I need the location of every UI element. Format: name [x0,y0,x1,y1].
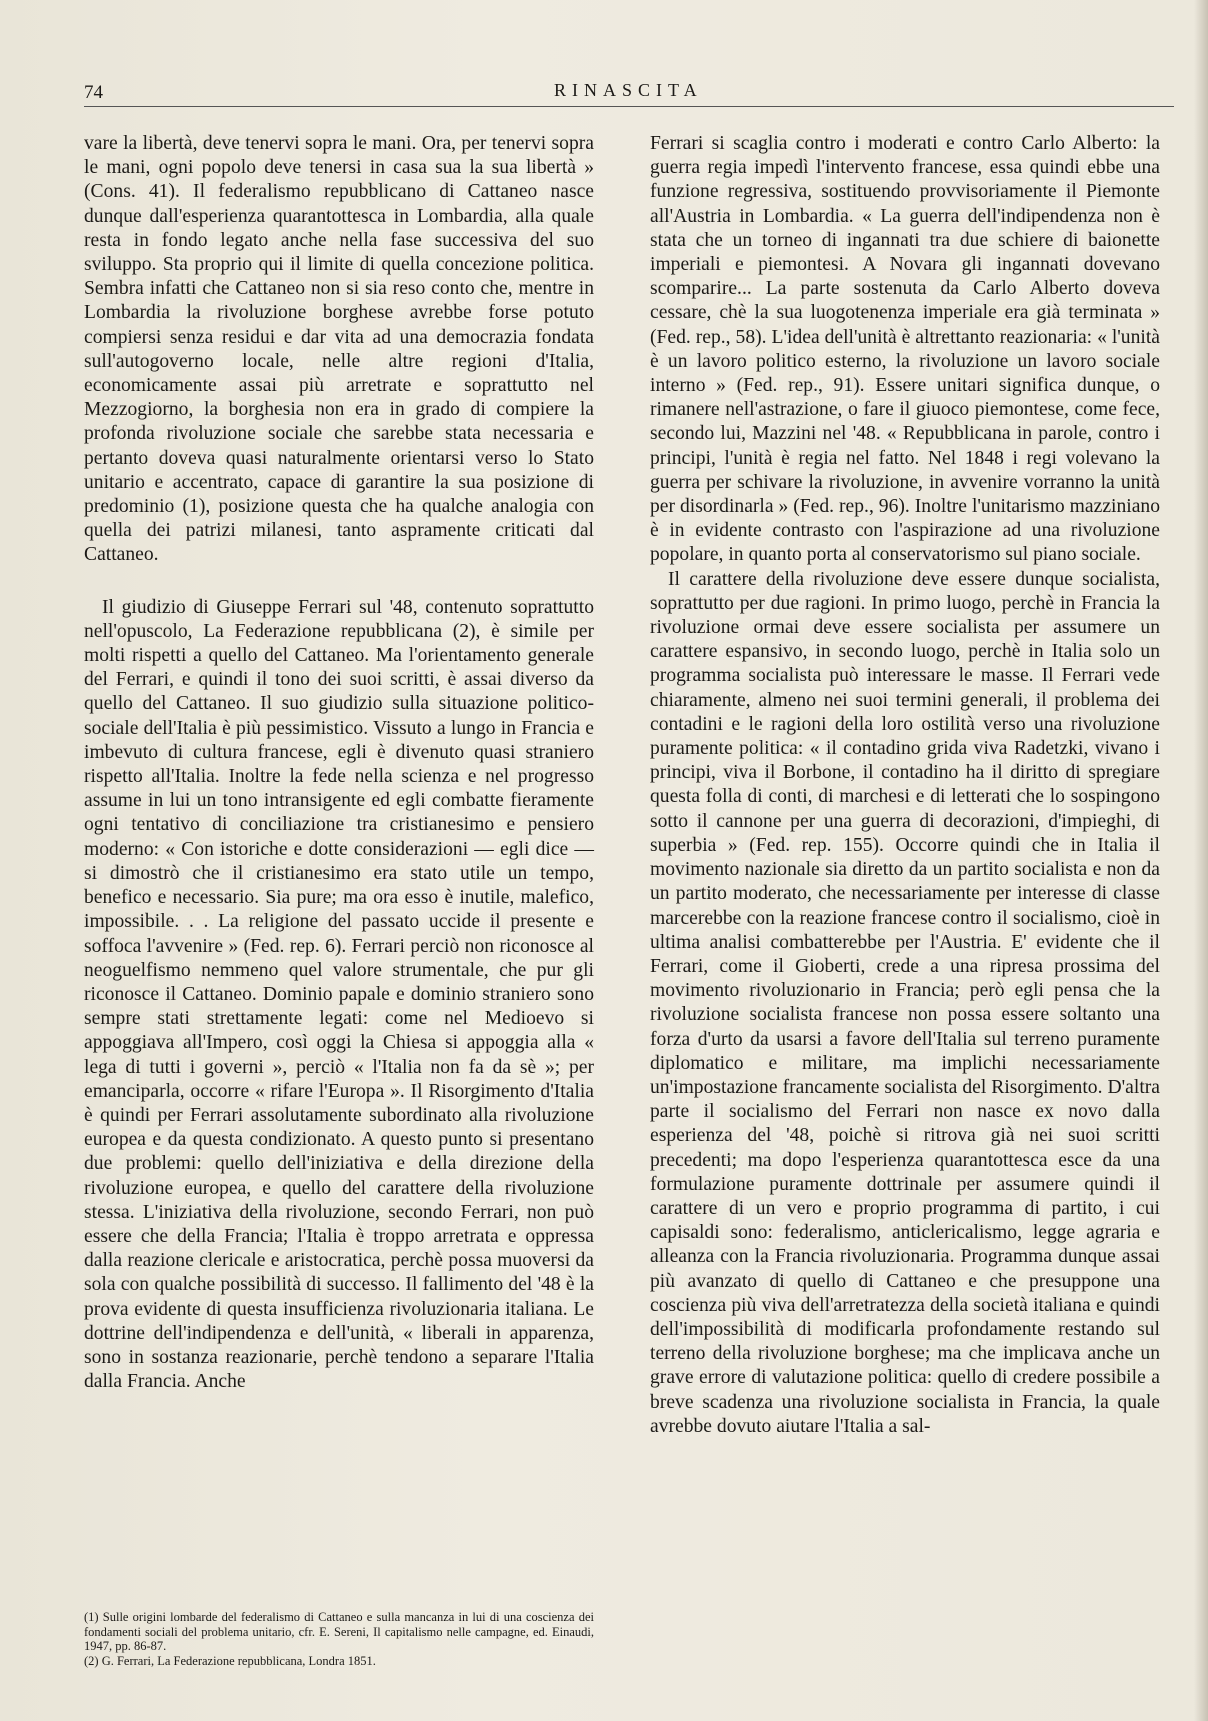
footnotes [84,1610,594,1668]
page-header [84,78,1174,108]
running-title: RINASCITA [554,80,703,100]
left-paragraph-1: vare la libertà, deve tenervi sopra le mani. Ora, per tenervi sopra le mani, ogni popolo deve tenersi in casa sua la sua libertà » (Cons. 41). Il federalismo repubblicano di Cattaneo nasce dunque dall'esperienza quarantottesca in Lombardia, alla quale resta in fondo legato anche nella fase successiva del suo sviluppo. Sta proprio qui il limite di quella concezione politica. Sembra infatti che Cattaneo non si sia reso conto che, mentre in Lombardia la rivoluzione borghese avrebbe forse potuto compiersi senza residui e dar vita ad una democrazia fondata sull'autogoverno locale, nelle altre regioni d'Italia, economicamente assai più arretrate e soprattutto nel Mezzogiorno, la borghesia non era in grado di compiere la profonda rivoluzione sociale che sarebbe stata necessaria e pertanto doveva quasi naturalmente orientarsi verso lo Stato unitario e accentrato, capace di garantire la sua posizione di predominio (1), posizione questa che ha qualche analogia con quella dei patrizi milanesi, tanto aspramente criticati dal Cattaneo. [84,133,594,566]
left-column [84,132,594,1394]
left-paragraph-2: Il giudizio di Giuseppe Ferrari sul '48, contenuto soprattutto nell'opuscolo, La Federazione repubblicana (2), è simile per molti rispetti a quello del Cattaneo. Ma l'orientamento generale del Ferrari, e quindi il tono dei suoi scritti, è assai diverso da quello del Cattaneo. Il suo giudizio sulla situazione politico-sociale dell'Italia è più pessimistico. Vissuto a lungo in Francia e imbevuto di cultura francese, egli è divenuto quasi straniero rispetto all'Italia. Inoltre la fede nella scienza e nel progresso assume in lui un tono intransigente ed egli combatte fieramente ogni tentativo di conciliazione tra cristianesimo e pensiero moderno: « Con istoriche e dotte considerazioni — egli dice — si dimostrò che il cristianesimo era stato utile un tempo, benefico e necessario. Sia pure; ma ora esso è inutile, malefico, impossibile. . . La religione del passato uccide il presente e soffoca l'avvenire » (Fed. rep. 6). Ferrari perciò non riconosce al neoguelfismo nemmeno quel valore strumentale, che pur gli riconosce il Cattaneo. Dominio papale e dominio straniero sono sempre stati strettamente legati: come nel Medioevo si appoggiava all'Impero, così oggi la Chiesa si appoggia alla « lega di tutti i governi », perciò « l'Italia non fa da sè »; per emanciparla, occorre « rifare l'Europa ». Il Risorgimento d'Italia è quindi per Ferrari assolutamente subordinato alla rivoluzione europea e da questa condizionato. A questo punto si presentano due problemi: quello dell'iniziativa e della direzione della rivoluzione europea, e quello del carattere della rivoluzione stessa. L'iniziativa della rivoluzione, secondo Ferrari, non può essere che della Francia; l'Italia è troppo arretrata e oppressa dalla reazione clericale e aristocratica, perchè possa muoversi da sola con qualche possibilità di successo. Il fallimento del '48 è la prova evidente di questa insufficienza rivoluzionaria italiana. Le dottrine dell'indipendenza e dell'unità, « liberali in apparenza, sono in sostanza reazionarie, perchè tendono a separare l'Italia dalla Francia. Anche [84,596,594,1393]
page-number: 74 [84,82,103,103]
right-paragraph-2: Il carattere della rivoluzione deve essere dunque socialista, soprattutto per due ragioni. In primo luogo, perchè in Francia la rivoluzione ormai deve essere socialista per assumere un carattere espansivo, in secondo luogo, perchè in Italia solo un programma socialista può interessare le masse. Il Ferrari vede chiaramente, almeno nei suoi termini generali, il problema dei contadini e le ragioni della loro ostilità verso una rivoluzione puramente politica: « il contadino grida viva Radetzki, vivano i principi, viva il Borbone, il contadino ha il diritto di spregiare questa folla di conti, di marchesi e di letterati che lo sospingono sotto il cannone per una guerra di decorazioni, d'impieghi, di superbia » (Fed. rep. 155). Occorre quindi che in Italia il movimento nazionale sia diretto da un partito socialista e non da un partito moderato, che necessariamente per interesse di classe marcerebbe con la reazione francese contro il socialismo, cioè in ultima analisi combatterebbe per l'Austria. E' evidente che il Ferrari, come il Gioberti, crede a una ripresa prossima del movimento rivoluzionario in Francia; però egli pensa che la rivoluzione socialista francese non possa essere soltanto una forza d'urto da usarsi a favore dell'Italia sul terreno puramente diplomatico e militare, ma implichi necessariamente un'impostazione francamente socialista del Risorgimento. D'altra parte il socialismo del Ferrari non nasce ex novo dalla esperienza del '48, poichè si ritrova già nei suoi scritti precedenti; ma dopo l'esperienza quarantottesca esce da una formulazione puramente dottrinale per assumere quindi il carattere di un vero e proprio programma di partito, i cui capisaldi sono: federalismo, anticlericalismo, legge agraria e alleanza con la Francia rivoluzionaria. Programma dunque assai più avanzato di quello di Cattaneo e che presuppone una coscienza più viva dell'arretratezza della società italiana e quindi dell'impossibilità di modificarla profondamente restando sul terreno della rivoluzione borghese; ma che implicava anche un grave errore di valutazione politica: quello di credere possibile a breve scadenza una rivoluzione socialista in Francia, la quale avrebbe dovuto aiutare l'Italia a sal- [650,568,1160,1437]
footnote-2: (2) G. Ferrari, La Federazione repubblicana, Londra 1851. [84,1653,376,1668]
right-paragraph-1: Ferrari si scaglia contro i moderati e contro Carlo Alberto: la guerra regia impedì l'intervento francese, essa quindi ebbe una funzione regressiva, sostituendo provvisoriamente il Piemonte all'Austria in Lombardia. « La guerra dell'indipendenza non è stata che un torneo di ingannati tra due schiere di baionette imperiali e piemontesi. A Novara gli ingannati dovevano scomparire... La parte sostenuta da Carlo Alberto doveva cessare, chè la sua luogotenenza imperiale era già terminata » (Fed. rep., 58). L'idea dell'unità è altrettanto reazionaria: « l'unità è un lavoro politico esterno, la rivoluzione un lavoro sociale interno » (Fed. rep., 91). Essere unitari significa dunque, o rimanere nell'astrazione, o fare il giuoco piemontese, come fece, secondo lui, Mazzini nel '48. « Repubblicana in parole, contro i principi, l'unità è regia nel fatto. Nel 1848 i regi volevano la guerra per schivare la rivoluzione, in avvenire vorranno la unità per disordinarla » (Fed. rep., 96). Inoltre l'unitarismo mazziniano è in evidente contrasto con l'aspirazione ad una rivoluzione popolare, in quanto porta al conservatorismo sul piano sociale. [650,133,1160,566]
page-edge-shadow [1194,0,1208,1721]
header-rule [84,106,1174,107]
footnote-1: (1) Sulle origini lombarde del federalismo di Cattaneo e sulla mancanza in lui di una coscienza dei fondamenti sociali del problema unitario, cfr. E. Sereni, Il capitalismo nelle campagne, ed. Einaudi, 1947, pp. 86-87. [84,1610,594,1653]
right-column [650,132,1160,1439]
